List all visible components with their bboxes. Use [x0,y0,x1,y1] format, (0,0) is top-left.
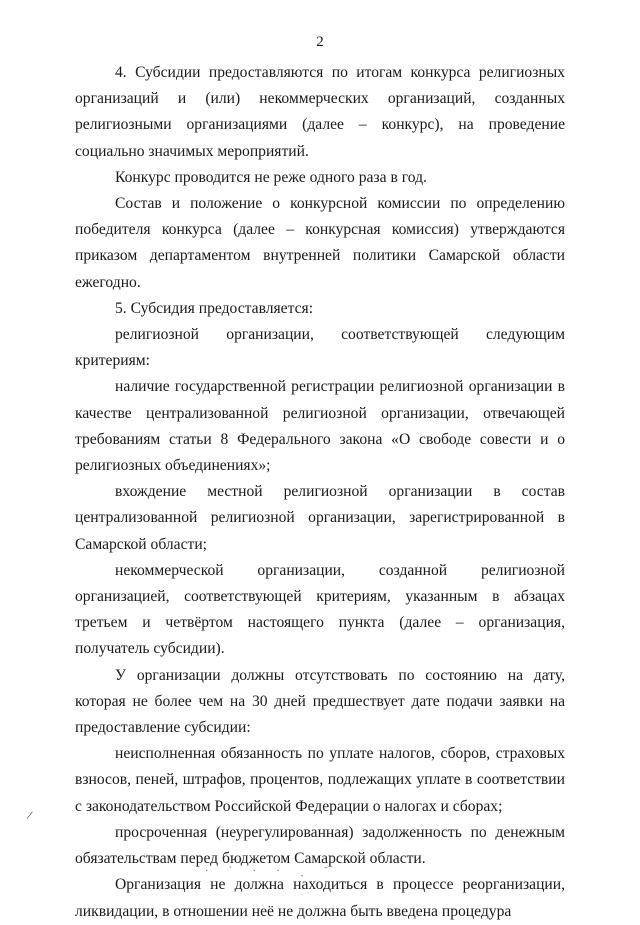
paragraph-religious-org: религиозной организации, соответствующей следующим критериям: [75,326,565,370]
paragraph-membership: вхождение местной религиозной организации в состав централизованной религиозной организации, зарегистрированной в Самарской области; [75,483,565,553]
paragraph-overdue-debt: просроченная (неурегулированная) задолженность по денежным обязательствам перед бюджетом Самарской области. [75,823,565,868]
paragraph-competition-frequency: Конкурс проводится не реже одного раза в год. [115,168,427,186]
document-body [75,60,565,925]
paragraph-subsidy-competition: 4. Субсидии предоставляются по итогам конкурса религиозных организаций и (или) некоммерческих организаций, созданных религиозными организациями (далее – конкурс), на проведение социально значимых мероприятий. [75,64,565,160]
paragraph-subsidy-provided: 5. Субсидия предоставляется: [115,299,314,317]
paragraph-requirements-date: У организации должны отсутствовать по состоянию на дату, которая не более чем на 30 дней предшествует дате подачи заявки на предоставление субсидии: [75,666,565,737]
page-number: 2 [316,34,324,50]
paragraph-commission: Состав и положение о конкурсной комиссии по определению победителя конкурса (далее – конкурсная комиссия) утверждаются приказом департаментом внутренней политики Самарской области ежегодно. [75,195,565,291]
paragraph-reorganization: Организация не должна находиться в процессе реорганизации, ликвидации, в отношении неё не должна быть введена процедура [75,876,565,920]
paragraph-state-registration: наличие государственной регистрации религиозной организации в качестве централизованной религиозной организации, отвечающей требованиям статьи 8 Федерального закона «О свободе совести и о религиозных объединениях»; [75,378,565,475]
margin-pen-mark: / [25,807,34,823]
scan-specks: · ˋ · · ˎ ˉ [205,866,337,877]
paragraph-tax-obligation: неисполненная обязанность по уплате налогов, сборов, страховых взносов, пеней, штрафов, процентов, подлежащих уплате в соответствии с законодательством Российской Федерации о налогах и сборах; [75,745,565,815]
paragraph-nonprofit-org: некоммерческой организации, созданной религиозной организацией, соответствующей критериям, указанным в абзацах третьем и четвёртом настоящего пункта (далее – организация, получатель субсидии). [75,561,565,658]
